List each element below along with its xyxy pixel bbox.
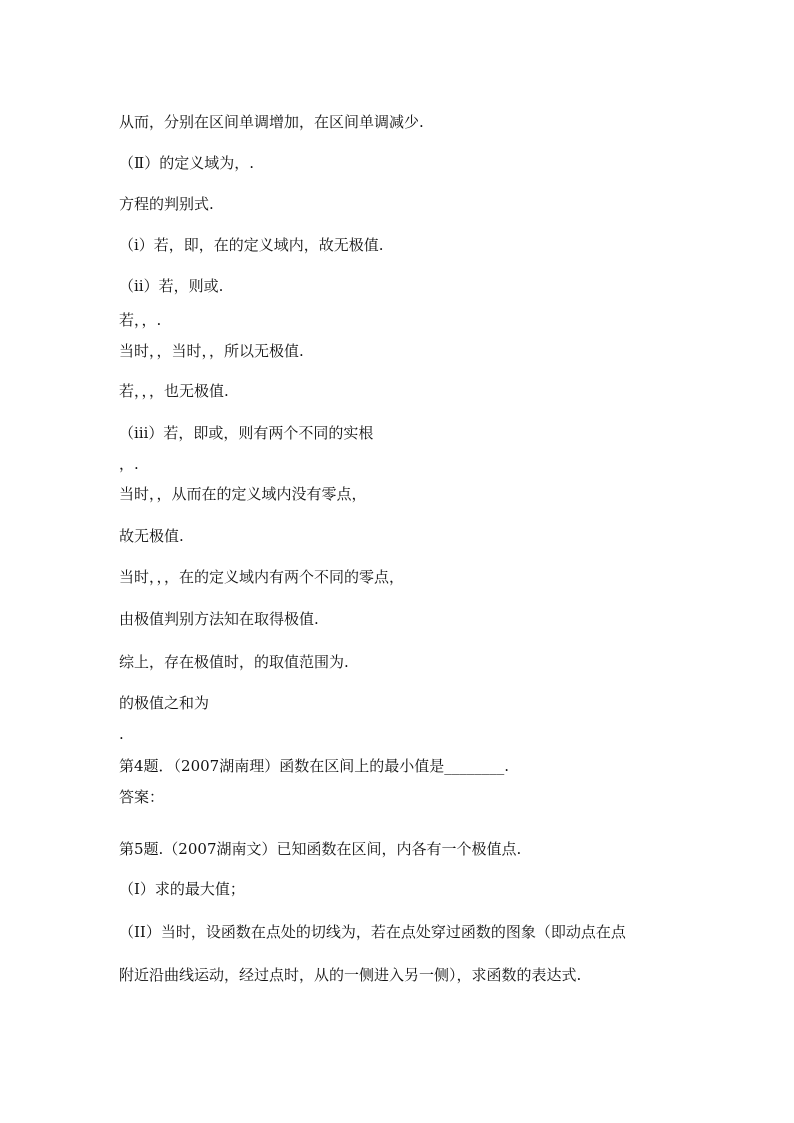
question-5-part-1: （I）求的最大值； — [119, 880, 245, 898]
answer-label: 答案： — [119, 788, 165, 806]
text-line: 的极值之和为 — [119, 694, 210, 712]
question-5: 第5题.（2007湖南文）已知函数在区间，内各有一个极值点. — [119, 840, 522, 858]
text-line: 从而，分别在区间单调增加，在区间单调减少. — [119, 113, 424, 131]
text-line: （ⅱ）若，则或. — [119, 277, 224, 295]
question-4: 第4题．（2007湖南理）函数在区间上的最小值是________. — [119, 757, 509, 775]
text-line: . — [119, 725, 124, 743]
text-line: （ⅲ）若，即或，则有两个不同的实根 — [119, 424, 374, 442]
text-line: 综上，存在极值时，的取值范围为. — [119, 653, 349, 671]
text-line: 附近沿曲线运动，经过点时，从的一侧进入另一侧），求函数的表达式. — [119, 966, 582, 984]
text-line: 故无极值. — [119, 527, 184, 545]
text-line: 若，，，也无极值. — [119, 382, 229, 400]
question-5-part-2: （II）当时，设函数在点处的切线为，若在点处穿过函数的图象（即动点在点 — [119, 923, 626, 941]
text-line: 当时，，，在的定义域内有两个不同的零点， — [119, 568, 405, 586]
text-line: 当时，，当时，，所以无极值. — [119, 342, 304, 360]
text-line: 由极值判别方法知在取得极值. — [119, 610, 319, 628]
text-line: 当时，，从而在的定义域内没有零点， — [119, 485, 367, 503]
text-line: ，. — [119, 455, 139, 473]
text-line: 若，，. — [119, 311, 162, 329]
text-line: 方程的判别式. — [119, 195, 214, 213]
text-line: （ⅰ）若，即，在的定义域内，故无极值. — [119, 236, 384, 254]
text-line: （Ⅱ）的定义域为，. — [119, 154, 254, 172]
